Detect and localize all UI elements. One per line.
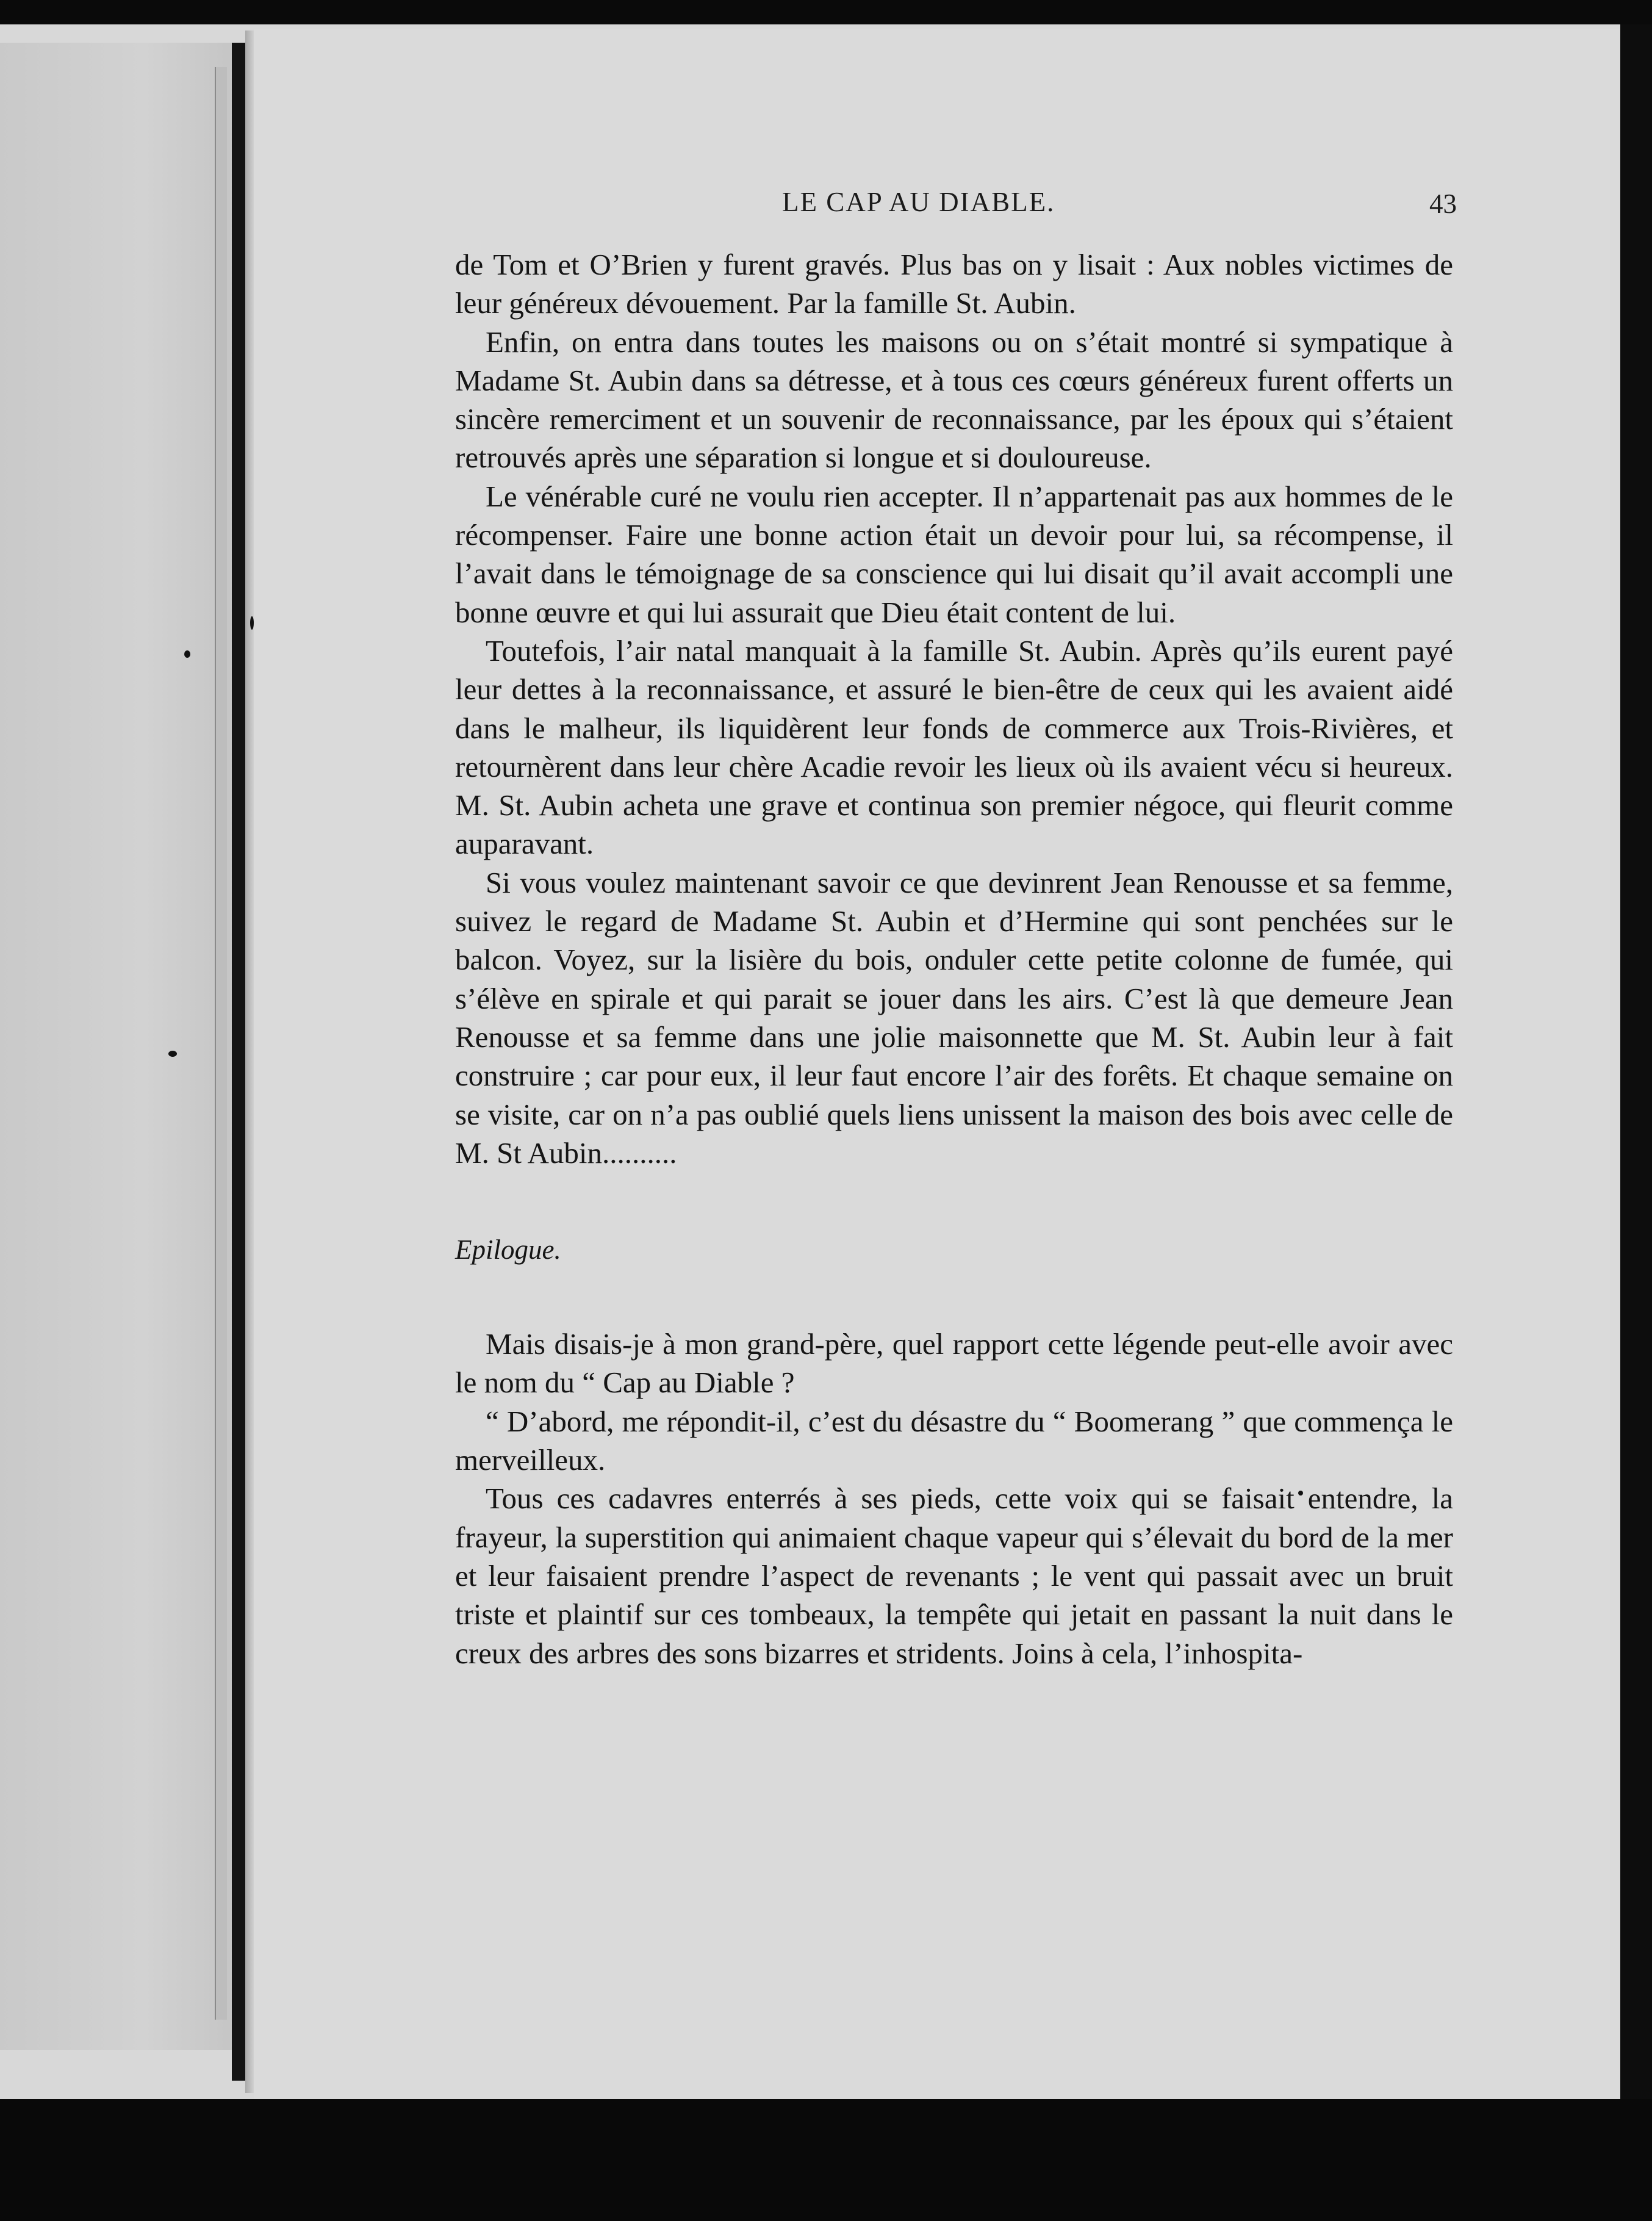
scan-border-top [0, 0, 1652, 26]
paragraph: Mais disais-je à mon grand-père, quel rapport cette légende peut-elle avoir avec le nom du “ Cap au Diable ? [455, 1327, 1453, 1400]
page-inner-edge [245, 31, 254, 2093]
paragraph: “ D’abord, me répondit-il, c’est du désastre du “ Boomerang ” que commença le merveilleux. [455, 1404, 1453, 1477]
section-gap [455, 1172, 1453, 1231]
dust-speck [250, 616, 254, 630]
section-title: Epilogue. [455, 1234, 561, 1265]
scan-border-right [1620, 24, 1652, 2142]
section-gap [455, 1289, 1453, 1325]
previous-page-leaf [0, 43, 241, 2050]
paragraph: Tous ces cadavres enterrés à ses pieds, cette voix qui se faisait entendre, la frayeur, la superstition qui animaient chaque vapeur qui s’élevait du bord de la mer et leur faisaient prendre l’aspect de revenants ; le vent qui passait avec un bruit triste et plaintif sur ces tombeaux, la tempête qui jetait en passant la nuit dans le creux des arbres des sons bizarres et stridents. Joins à cela, l’inhospita- [455, 1481, 1453, 1670]
page-number: 43 [1429, 189, 1457, 219]
paragraph: Si vous voulez maintenant savoir ce que devinrent Jean Renousse et sa femme, suivez le regard de Madame St. Aubin et d’Hermine qui sont penchées sur le balcon. Voyez, sur la lisière du bois, onduler cette petite colonne de fumée, qui s’élève en spirale et qui parait se jouer dans les airs. C’est là que demeure Jean Renousse et sa femme dans une jolie maisonnette que M. St. Aubin leur à fait construire ; car pour eux, il leur faut encore l’air des forêts. Et chaque semaine on se visite, car on n’a pas oublié quels liens unissent la maison des bois avec celle de M. St Aubin.......... [455, 865, 1453, 1170]
scan-border-bottom [0, 2099, 1652, 2221]
leaf-fold-edge [215, 67, 227, 2020]
body-text [455, 245, 1453, 1672]
binding-gutter [232, 43, 245, 2081]
running-head: LE CAP AU DIABLE. [782, 187, 1055, 217]
paragraph: Le vénérable curé ne voulu rien accepter. Il n’appartenait pas aux hommes de le récompenser. Faire une bonne action était un devoir pour lui, sa récompense, il l’avait dans le témoignage de sa conscience qui lui disait qu’il avait accompli une bonne œuvre et qui lui assurait que Dieu était content de lui. [455, 479, 1453, 629]
dust-speck [184, 650, 190, 658]
dust-speck [168, 1051, 177, 1057]
paragraph: de Tom et O’Brien y furent gravés. Plus bas on y lisait : Aux nobles victimes de leur généreux dévouement. Par la famille St. Aubin. [455, 248, 1453, 320]
paragraph: Enfin, on entra dans toutes les maisons ou on s’était montré si sympatique à Madame St. Aubin dans sa détresse, et à tous ces cœurs généreux furent offerts un sincère remerciment et un souvenir de reconnaissance, par les époux qui s’étaient retrouvés après une séparation si longue et si douloureuse. [455, 325, 1453, 475]
paragraph: Toutefois, l’air natal manquait à la famille St. Aubin. Après qu’ils eurent payé leur dettes à la reconnaissance, et assuré le bien-être de ceux qui les avaient aidé dans le malheur, ils liquidèrent leur fonds de commerce aux Trois-Rivières, et retournèrent dans leur chère Acadie revoir les lieux où ils avaient vécu si heureux. M. St. Aubin acheta une grave et continua son premier négoce, qui fleurit comme auparavant. [455, 633, 1453, 861]
